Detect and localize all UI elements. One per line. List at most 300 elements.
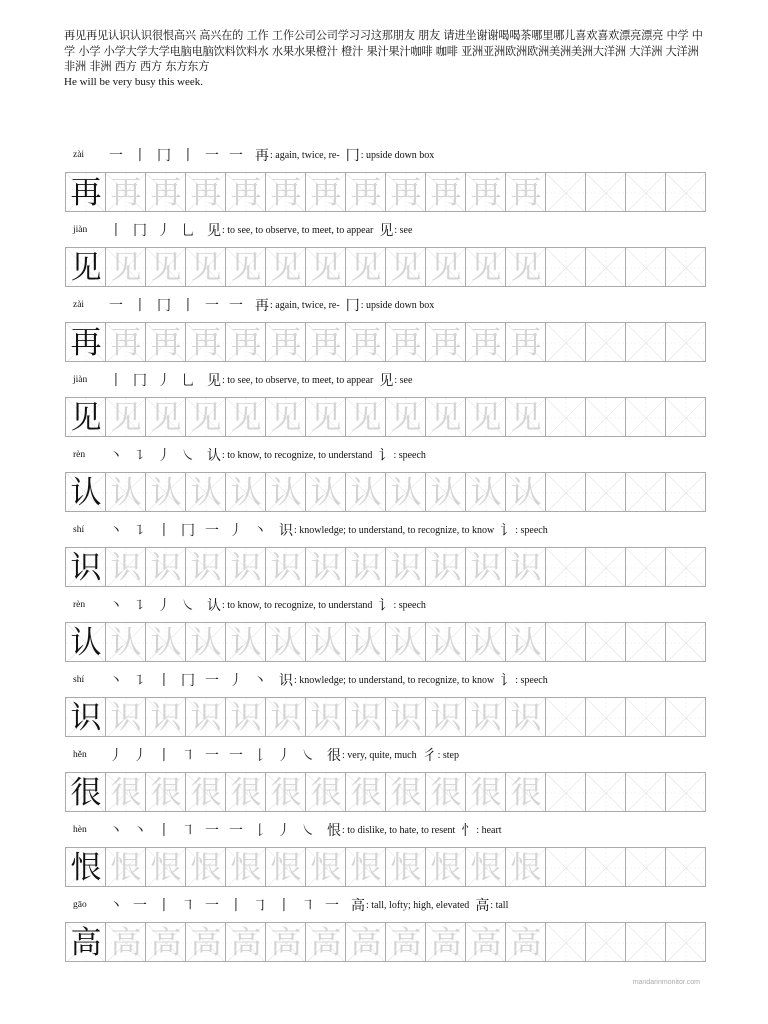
trace-cell[interactable] (186, 397, 226, 437)
trace-cell[interactable] (266, 922, 306, 962)
radical-character: 冂 (345, 148, 360, 164)
trace-cell[interactable] (266, 472, 306, 512)
blank-practice-cell[interactable] (546, 247, 586, 287)
stroke: 一 (229, 148, 245, 164)
blank-practice-cell[interactable] (586, 547, 626, 587)
trace-character: 恨 (150, 850, 182, 886)
trace-cell[interactable] (346, 322, 386, 362)
stroke: 丨 (133, 298, 149, 314)
trace-cell[interactable] (106, 247, 146, 287)
trace-cell[interactable] (226, 547, 266, 587)
trace-character: 再 (190, 175, 222, 211)
practice-grid (65, 847, 706, 887)
trace-cell[interactable] (266, 697, 306, 737)
trace-cell[interactable] (346, 547, 386, 587)
trace-character: 再 (470, 325, 502, 361)
trace-cell[interactable] (306, 847, 346, 887)
blank-practice-cell[interactable] (586, 247, 626, 287)
trace-cell[interactable] (226, 172, 266, 212)
blank-practice-cell[interactable] (546, 697, 586, 737)
trace-character: 再 (510, 325, 542, 361)
trace-cell[interactable] (106, 697, 146, 737)
trace-cell[interactable] (266, 847, 306, 887)
trace-cell[interactable] (426, 772, 466, 812)
blank-practice-cell[interactable] (626, 847, 666, 887)
blank-practice-cell[interactable] (626, 922, 666, 962)
trace-character: 认 (510, 625, 542, 661)
trace-cell[interactable] (186, 622, 226, 662)
trace-character: 恨 (110, 850, 142, 886)
trace-character: 识 (470, 700, 502, 736)
blank-practice-cell[interactable] (586, 847, 626, 887)
trace-cell[interactable] (506, 397, 546, 437)
pinyin: zài (73, 150, 85, 160)
trace-cell[interactable] (506, 547, 546, 587)
trace-cell[interactable] (266, 397, 306, 437)
blank-practice-cell[interactable] (546, 772, 586, 812)
stroke: 乚 (181, 223, 197, 239)
trace-cell[interactable] (346, 922, 386, 962)
blank-practice-cell[interactable] (666, 397, 706, 437)
grid-guide-lines (586, 173, 626, 212)
pinyin: shí (73, 675, 85, 685)
blank-practice-cell[interactable] (586, 622, 626, 662)
model-character: 识 (70, 700, 102, 736)
character-meaning: : knowledge; to understand, to recognize, to know (294, 674, 495, 686)
blank-practice-cell[interactable] (546, 397, 586, 437)
grid-guide-lines (626, 773, 666, 812)
blank-practice-cell[interactable] (666, 172, 706, 212)
trace-cell[interactable] (306, 697, 346, 737)
trace-cell[interactable] (426, 922, 466, 962)
trace-cell[interactable] (466, 922, 506, 962)
trace-cell[interactable] (226, 397, 266, 437)
definition-character: 高 (351, 898, 365, 914)
blank-practice-cell[interactable] (546, 922, 586, 962)
blank-practice-cell[interactable] (626, 547, 666, 587)
trace-character: 识 (430, 700, 462, 736)
model-character: 很 (70, 775, 102, 811)
stroke: ㇊ (133, 673, 149, 689)
trace-cell[interactable] (186, 322, 226, 362)
grid-guide-lines (626, 623, 666, 662)
grid-guide-lines (666, 623, 706, 662)
trace-character: 再 (390, 325, 422, 361)
grid-guide-lines (586, 773, 626, 812)
blank-practice-cell[interactable] (666, 622, 706, 662)
trace-cell[interactable] (146, 847, 186, 887)
trace-cell[interactable] (466, 622, 506, 662)
stroke-order-line (65, 515, 721, 545)
trace-cell[interactable] (346, 772, 386, 812)
trace-character: 认 (190, 475, 222, 511)
trace-cell[interactable] (186, 172, 226, 212)
trace-cell[interactable] (146, 697, 186, 737)
blank-practice-cell[interactable] (546, 472, 586, 512)
stroke: 丨 (229, 898, 245, 914)
practice-row (65, 590, 721, 665)
trace-cell[interactable] (386, 322, 426, 362)
trace-character: 高 (350, 925, 382, 961)
trace-cell[interactable] (186, 697, 226, 737)
stroke-order-line (65, 140, 721, 170)
blank-practice-cell[interactable] (586, 697, 626, 737)
practice-row (65, 215, 721, 290)
trace-cell[interactable] (106, 322, 146, 362)
trace-cell[interactable] (426, 472, 466, 512)
grid-guide-lines (626, 398, 666, 437)
trace-cell[interactable] (506, 922, 546, 962)
trace-cell[interactable] (346, 247, 386, 287)
trace-cell[interactable] (466, 247, 506, 287)
trace-cell[interactable] (266, 172, 306, 212)
practice-grid (65, 772, 706, 812)
stroke: 丨 (157, 523, 173, 539)
blank-practice-cell[interactable] (626, 397, 666, 437)
trace-cell[interactable] (466, 172, 506, 212)
trace-cell[interactable] (426, 697, 466, 737)
model-cell (66, 622, 106, 662)
stroke: 一 (205, 898, 221, 914)
trace-cell[interactable] (306, 397, 346, 437)
trace-cell[interactable] (426, 322, 466, 362)
stroke-sequence (109, 370, 197, 390)
trace-cell[interactable] (306, 172, 346, 212)
trace-cell[interactable] (506, 322, 546, 362)
blank-practice-cell[interactable] (666, 772, 706, 812)
trace-cell[interactable] (146, 547, 186, 587)
trace-cell[interactable] (426, 547, 466, 587)
trace-cell[interactable] (386, 922, 426, 962)
trace-character: 再 (430, 325, 462, 361)
trace-cell[interactable] (426, 622, 466, 662)
trace-cell[interactable] (226, 697, 266, 737)
radical-character: 彳 (422, 748, 437, 764)
trace-character: 高 (230, 925, 262, 961)
blank-practice-cell[interactable] (666, 922, 706, 962)
grid-guide-lines (586, 848, 626, 887)
trace-cell[interactable] (466, 322, 506, 362)
stroke-sequence (109, 145, 245, 165)
blank-practice-cell[interactable] (666, 247, 706, 287)
trace-character: 识 (230, 550, 262, 586)
trace-cell[interactable] (306, 772, 346, 812)
stroke-sequence (109, 820, 317, 840)
trace-cell[interactable] (506, 472, 546, 512)
blank-practice-cell[interactable] (666, 847, 706, 887)
trace-cell[interactable] (186, 247, 226, 287)
trace-cell[interactable] (466, 472, 506, 512)
trace-cell[interactable] (266, 247, 306, 287)
trace-character: 恨 (310, 850, 342, 886)
trace-cell[interactable] (226, 472, 266, 512)
trace-character: 很 (390, 775, 422, 811)
trace-cell[interactable] (426, 172, 466, 212)
trace-cell[interactable] (506, 847, 546, 887)
trace-cell[interactable] (346, 172, 386, 212)
stroke: 一 (205, 148, 221, 164)
blank-practice-cell[interactable] (586, 397, 626, 437)
trace-cell[interactable] (266, 547, 306, 587)
trace-character: 识 (150, 700, 182, 736)
trace-character: 很 (110, 775, 142, 811)
grid-guide-lines (546, 173, 586, 212)
stroke: 丨 (157, 673, 173, 689)
blank-practice-cell[interactable] (546, 322, 586, 362)
stroke: 丶 (109, 823, 125, 839)
trace-cell[interactable] (106, 547, 146, 587)
blank-practice-cell[interactable] (666, 322, 706, 362)
trace-character: 恨 (270, 850, 302, 886)
model-character: 认 (70, 475, 102, 511)
stroke: 一 (205, 673, 221, 689)
stroke-order-line (65, 665, 721, 695)
trace-cell[interactable] (426, 247, 466, 287)
stroke: ㇕ (181, 748, 197, 764)
blank-practice-cell[interactable] (546, 547, 586, 587)
trace-cell[interactable] (386, 397, 426, 437)
radical-character: 高 (475, 898, 490, 914)
trace-character: 见 (470, 400, 502, 436)
trace-cell[interactable] (106, 172, 146, 212)
character-meaning: : to see, to observe, to meet, to appear (222, 374, 374, 386)
trace-cell[interactable] (106, 397, 146, 437)
blank-practice-cell[interactable] (546, 172, 586, 212)
trace-character: 见 (230, 250, 262, 286)
stroke: 丿 (109, 748, 125, 764)
trace-character: 见 (390, 250, 422, 286)
trace-cell[interactable] (106, 472, 146, 512)
trace-cell[interactable] (346, 622, 386, 662)
trace-cell[interactable] (146, 172, 186, 212)
trace-cell[interactable] (386, 697, 426, 737)
trace-character: 高 (510, 925, 542, 961)
stroke: 一 (325, 898, 341, 914)
radical-meaning: : heart (476, 824, 502, 836)
trace-character: 很 (470, 775, 502, 811)
blank-practice-cell[interactable] (626, 247, 666, 287)
blank-practice-cell[interactable] (626, 172, 666, 212)
blank-practice-cell[interactable] (666, 547, 706, 587)
grid-guide-lines (626, 548, 666, 587)
trace-cell[interactable] (306, 547, 346, 587)
radical-meaning: : tall (490, 899, 509, 911)
stroke: 丶 (109, 523, 125, 539)
trace-cell[interactable] (306, 322, 346, 362)
model-cell (66, 547, 106, 587)
stroke: 一 (229, 298, 245, 314)
trace-character: 认 (270, 625, 302, 661)
trace-cell[interactable] (146, 322, 186, 362)
trace-cell[interactable] (186, 847, 226, 887)
model-character: 认 (70, 625, 102, 661)
trace-cell[interactable] (466, 547, 506, 587)
practice-rows (65, 140, 721, 965)
model-character: 恨 (70, 850, 102, 886)
trace-cell[interactable] (186, 922, 226, 962)
trace-cell[interactable] (226, 772, 266, 812)
radical-character: 讠 (500, 523, 515, 539)
trace-cell[interactable] (186, 547, 226, 587)
radical-meaning: : step (437, 749, 459, 761)
pinyin: rèn (73, 600, 86, 610)
blank-practice-cell[interactable] (586, 472, 626, 512)
model-cell (66, 697, 106, 737)
trace-character: 认 (110, 625, 142, 661)
trace-cell[interactable] (266, 622, 306, 662)
trace-cell[interactable] (226, 322, 266, 362)
grid-guide-lines (546, 848, 586, 887)
trace-character: 见 (350, 400, 382, 436)
blank-practice-cell[interactable] (586, 772, 626, 812)
stroke: 冂 (133, 223, 149, 239)
grid-guide-lines (586, 248, 626, 287)
trace-character: 很 (510, 775, 542, 811)
trace-cell[interactable] (306, 622, 346, 662)
trace-cell[interactable] (266, 322, 306, 362)
trace-cell[interactable] (346, 847, 386, 887)
grid-guide-lines (586, 473, 626, 512)
character-meaning: : to see, to observe, to meet, to appear (222, 224, 374, 236)
trace-character: 再 (510, 175, 542, 211)
blank-practice-cell[interactable] (586, 322, 626, 362)
trace-character: 再 (310, 175, 342, 211)
trace-cell[interactable] (146, 397, 186, 437)
blank-practice-cell[interactable] (626, 772, 666, 812)
grid-guide-lines (546, 398, 586, 437)
trace-cell[interactable] (306, 472, 346, 512)
trace-character: 见 (430, 400, 462, 436)
trace-cell[interactable] (426, 847, 466, 887)
practice-row (65, 440, 721, 515)
blank-practice-cell[interactable] (626, 322, 666, 362)
trace-cell[interactable] (146, 472, 186, 512)
stroke: ㇆ (253, 898, 269, 914)
radical-meaning: : speech (393, 449, 426, 461)
trace-cell[interactable] (186, 772, 226, 812)
grid-guide-lines (546, 623, 586, 662)
trace-cell[interactable] (386, 247, 426, 287)
character-meaning: : again, twice, re- (270, 299, 340, 311)
practice-row (65, 365, 721, 440)
stroke: 乚 (181, 373, 197, 389)
trace-cell[interactable] (346, 397, 386, 437)
blank-practice-cell[interactable] (666, 472, 706, 512)
stroke: 一 (109, 298, 125, 314)
trace-cell[interactable] (466, 697, 506, 737)
trace-cell[interactable] (186, 472, 226, 512)
trace-cell[interactable] (146, 922, 186, 962)
grid-guide-lines (666, 398, 706, 437)
stroke: 冂 (133, 373, 149, 389)
trace-character: 识 (190, 550, 222, 586)
trace-cell[interactable] (146, 772, 186, 812)
blank-practice-cell[interactable] (626, 697, 666, 737)
grid-guide-lines (626, 173, 666, 212)
blank-practice-cell[interactable] (626, 472, 666, 512)
grid-guide-lines (666, 698, 706, 737)
trace-cell[interactable] (386, 772, 426, 812)
trace-cell[interactable] (106, 622, 146, 662)
trace-cell[interactable] (466, 772, 506, 812)
trace-cell[interactable] (226, 622, 266, 662)
trace-cell[interactable] (506, 247, 546, 287)
trace-cell[interactable] (426, 397, 466, 437)
trace-cell[interactable] (226, 847, 266, 887)
trace-cell[interactable] (506, 772, 546, 812)
trace-cell[interactable] (106, 847, 146, 887)
stroke: 冂 (157, 148, 173, 164)
trace-cell[interactable] (386, 547, 426, 587)
trace-cell[interactable] (506, 172, 546, 212)
grid-guide-lines (586, 398, 626, 437)
trace-cell[interactable] (386, 847, 426, 887)
stroke: ㇏ (301, 748, 317, 764)
stroke: 丿 (133, 748, 149, 764)
trace-character: 高 (310, 925, 342, 961)
trace-cell[interactable] (466, 847, 506, 887)
definition-character: 识 (279, 523, 293, 539)
trace-character: 再 (350, 325, 382, 361)
grid-guide-lines (586, 623, 626, 662)
trace-cell[interactable] (146, 622, 186, 662)
trace-character: 识 (430, 550, 462, 586)
stroke-order-line (65, 740, 721, 770)
trace-cell[interactable] (146, 247, 186, 287)
trace-character: 认 (350, 625, 382, 661)
blank-practice-cell[interactable] (666, 697, 706, 737)
trace-cell[interactable] (306, 922, 346, 962)
stroke: 丨 (157, 748, 173, 764)
trace-character: 见 (390, 400, 422, 436)
blank-practice-cell[interactable] (546, 847, 586, 887)
character-meaning: : knowledge; to understand, to recognize, to know (294, 524, 495, 536)
trace-character: 见 (110, 400, 142, 436)
blank-practice-cell[interactable] (626, 622, 666, 662)
trace-cell[interactable] (466, 397, 506, 437)
radical-meaning: : speech (393, 599, 426, 611)
trace-cell[interactable] (386, 472, 426, 512)
grid-guide-lines (666, 923, 706, 962)
trace-character: 认 (150, 625, 182, 661)
trace-cell[interactable] (346, 697, 386, 737)
grid-guide-lines (666, 248, 706, 287)
trace-character: 见 (470, 250, 502, 286)
blank-practice-cell[interactable] (586, 172, 626, 212)
stroke-order-line (65, 215, 721, 245)
stroke: 丶 (133, 823, 149, 839)
radical-meaning: : speech (515, 674, 548, 686)
trace-cell[interactable] (266, 772, 306, 812)
blank-practice-cell[interactable] (546, 622, 586, 662)
trace-cell[interactable] (346, 472, 386, 512)
trace-cell[interactable] (106, 772, 146, 812)
definition-character: 见 (207, 223, 221, 239)
trace-character: 再 (430, 175, 462, 211)
trace-cell[interactable] (226, 247, 266, 287)
trace-cell[interactable] (306, 247, 346, 287)
trace-cell[interactable] (506, 622, 546, 662)
blank-practice-cell[interactable] (586, 922, 626, 962)
trace-character: 高 (430, 925, 462, 961)
trace-character: 高 (470, 925, 502, 961)
trace-cell[interactable] (226, 922, 266, 962)
trace-cell[interactable] (506, 697, 546, 737)
trace-cell[interactable] (106, 922, 146, 962)
trace-cell[interactable] (386, 172, 426, 212)
trace-cell[interactable] (386, 622, 426, 662)
trace-character: 再 (390, 175, 422, 211)
